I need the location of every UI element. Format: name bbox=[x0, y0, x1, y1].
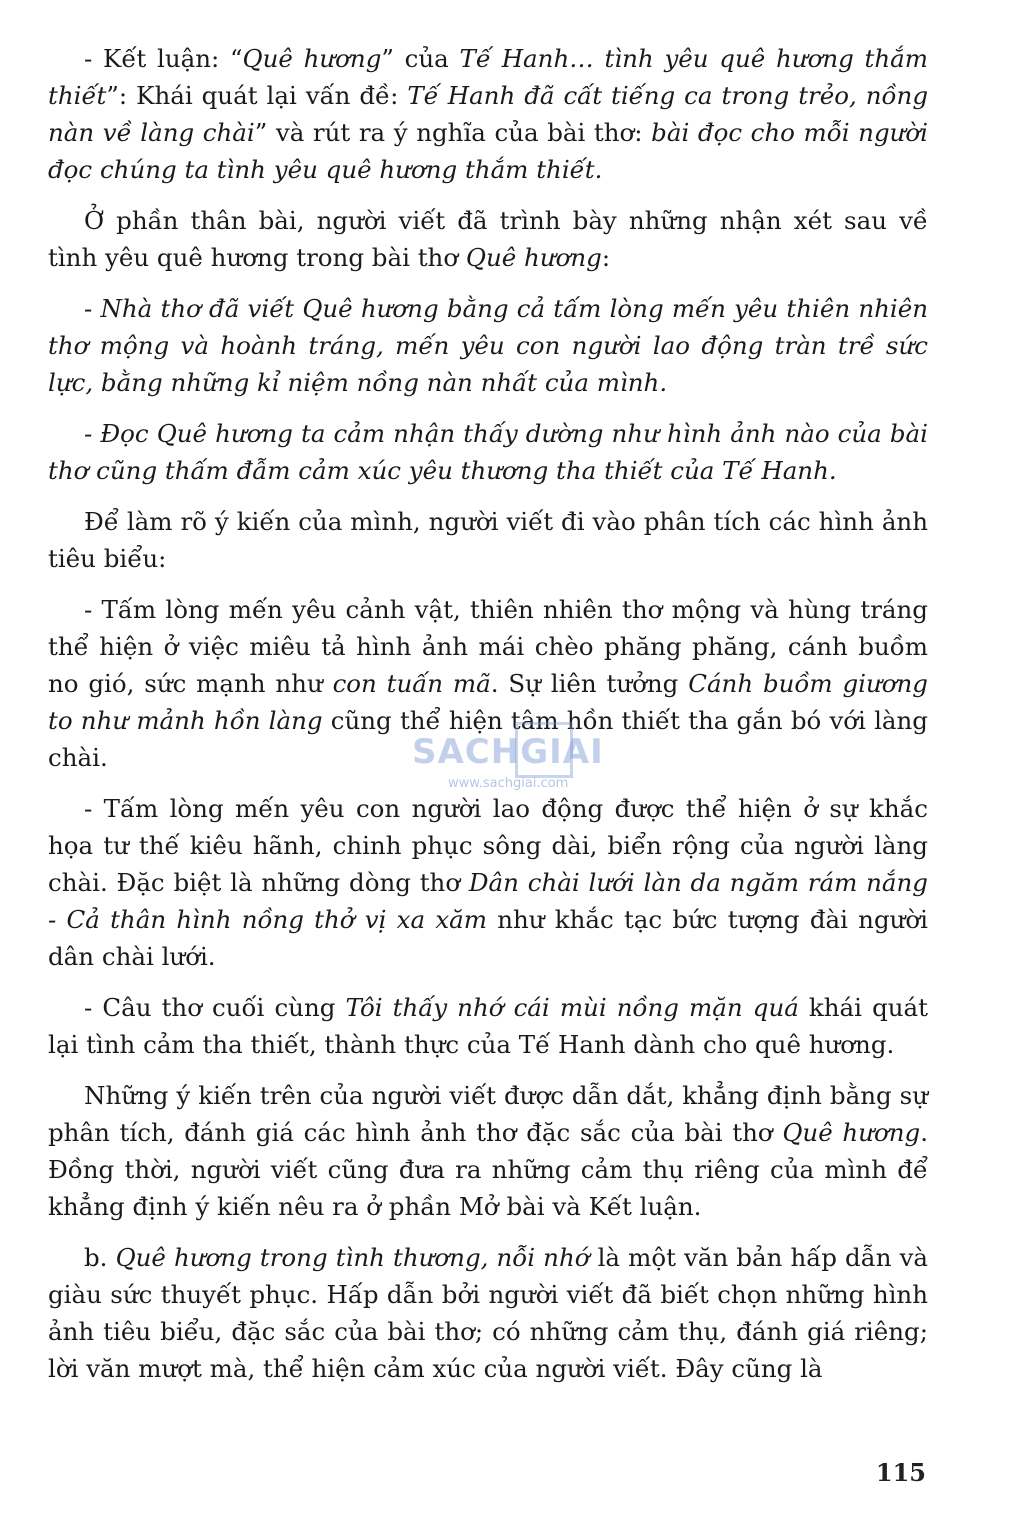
text: - Kết luận: “ bbox=[84, 44, 243, 73]
paragraph bbox=[48, 790, 928, 975]
paragraph bbox=[48, 1239, 928, 1387]
text: Để làm rõ ý kiến của mình, người viết đi vào phân tích các hình ảnh tiêu biểu: bbox=[48, 507, 928, 573]
page-body bbox=[48, 40, 928, 1401]
italic-text: Quê hương bbox=[242, 44, 382, 73]
italic-text: Quê hương bbox=[782, 1118, 921, 1147]
text: . Sự liên tưởng bbox=[490, 669, 689, 698]
watermark-text-right: GIAI bbox=[520, 732, 604, 772]
watermark-url: www.sachgiai.com bbox=[448, 776, 569, 791]
italic-text: Tế Hanh đã cất tiếng ca trong trẻo, nồng nàn về làng chài bbox=[48, 81, 928, 147]
text: - Câu thơ cuối cùng bbox=[84, 993, 346, 1022]
text: là một văn bản hấp dẫn và giàu sức thuyết phục. Hấp dẫn bởi người viết đã biết chọn những hình ảnh tiêu biểu, đặc sắc của bài thơ; có những cảm thụ, đánh giá riêng; lời văn mượt mà, thể hiện cảm xúc của người viết. Đây cũng là bbox=[48, 1243, 929, 1383]
text: khái quát lại tình cảm tha thiết, thành thực của Tế Hanh dành cho quê hương. bbox=[48, 993, 928, 1059]
italic-text: Quê hương bbox=[465, 243, 602, 272]
text: ” và rút ra ý nghĩa của bài thơ: bbox=[254, 118, 652, 147]
paragraph bbox=[48, 40, 928, 188]
italic-text: - Đọc Quê hương ta cảm nhận thấy dường như hình ảnh nào của bài thơ cũng thấm đẫm cảm xúc yêu thương tha thiết của Tế Hanh. bbox=[48, 419, 928, 485]
paragraph bbox=[48, 415, 928, 489]
text: - Tấm lòng mến yêu cảnh vật, thiên nhiên thơ mộng và hùng tráng thể hiện ở việc miêu tả hình ảnh mái chèo phăng phăng, cánh buồm no gió, sức mạnh như bbox=[48, 595, 928, 698]
italic-text: con tuấn mã bbox=[332, 669, 491, 698]
italic-text: Dân chài lưới làn da ngăm rám nắng - Cả thân hình nồng thở vị xa xăm bbox=[48, 868, 928, 934]
text: . Đồng thời, người viết cũng đưa ra những cảm thụ riêng của mình để khẳng định ý kiến nêu ra ở phần Mở bài và Kết luận. bbox=[48, 1118, 928, 1221]
text: như khắc tạc bức tượng đài người dân chài lưới. bbox=[48, 905, 928, 971]
italic-text: Cánh buồm giương to như mảnh hồn làng bbox=[48, 669, 928, 735]
paragraph bbox=[48, 202, 928, 276]
italic-text: bài đọc cho mỗi người đọc chúng ta tình yêu quê hương thắm thiết. bbox=[48, 118, 928, 184]
page-number: 115 bbox=[875, 1458, 926, 1487]
text: ” của bbox=[381, 44, 460, 73]
text: - Tấm lòng mến yêu con người lao động được thể hiện ở sự khắc họa tư thế kiêu hãnh, chinh phục sông dài, biển rộng của người làng chài. Đặc biệt là những dòng thơ bbox=[48, 794, 928, 897]
italic-text: Quê hương trong tình thương, nỗi nhớ bbox=[115, 1243, 590, 1272]
italic-text: Tôi thấy nhớ cái mùi nồng mặn quá bbox=[345, 993, 799, 1022]
text: : bbox=[601, 243, 611, 272]
italic-text: Tế Hanh… tình yêu quê hương thắm thiết bbox=[48, 44, 928, 110]
text: cũng thể hiện tâm hồn thiết tha gắn bó với làng chài. bbox=[48, 706, 928, 772]
text: Ở phần thân bài, người viết đã trình bày những nhận xét sau về tình yêu quê hương trong bài thơ bbox=[48, 206, 928, 272]
text: Những ý kiến trên của người viết được dẫn dắt, khẳng định bằng sự phân tích, đánh giá các hình ảnh thơ đặc sắc của bài thơ bbox=[48, 1081, 928, 1147]
text: b. bbox=[84, 1243, 116, 1272]
text: ”: Khái quát lại vấn đề: bbox=[106, 81, 408, 110]
paragraph bbox=[48, 989, 928, 1063]
paragraph bbox=[48, 290, 928, 401]
italic-text: - Nhà thơ đã viết Quê hương bằng cả tấm lòng mến yêu thiên nhiên thơ mộng và hoành tráng, mến yêu con người lao động tràn trề sức lực, bằng những kỉ niệm nồng nàn nhất của mình. bbox=[48, 294, 928, 397]
paragraph bbox=[48, 1077, 928, 1225]
paragraph bbox=[48, 503, 928, 577]
paragraph bbox=[48, 591, 928, 776]
watermark-text-left: SACH bbox=[412, 732, 521, 772]
